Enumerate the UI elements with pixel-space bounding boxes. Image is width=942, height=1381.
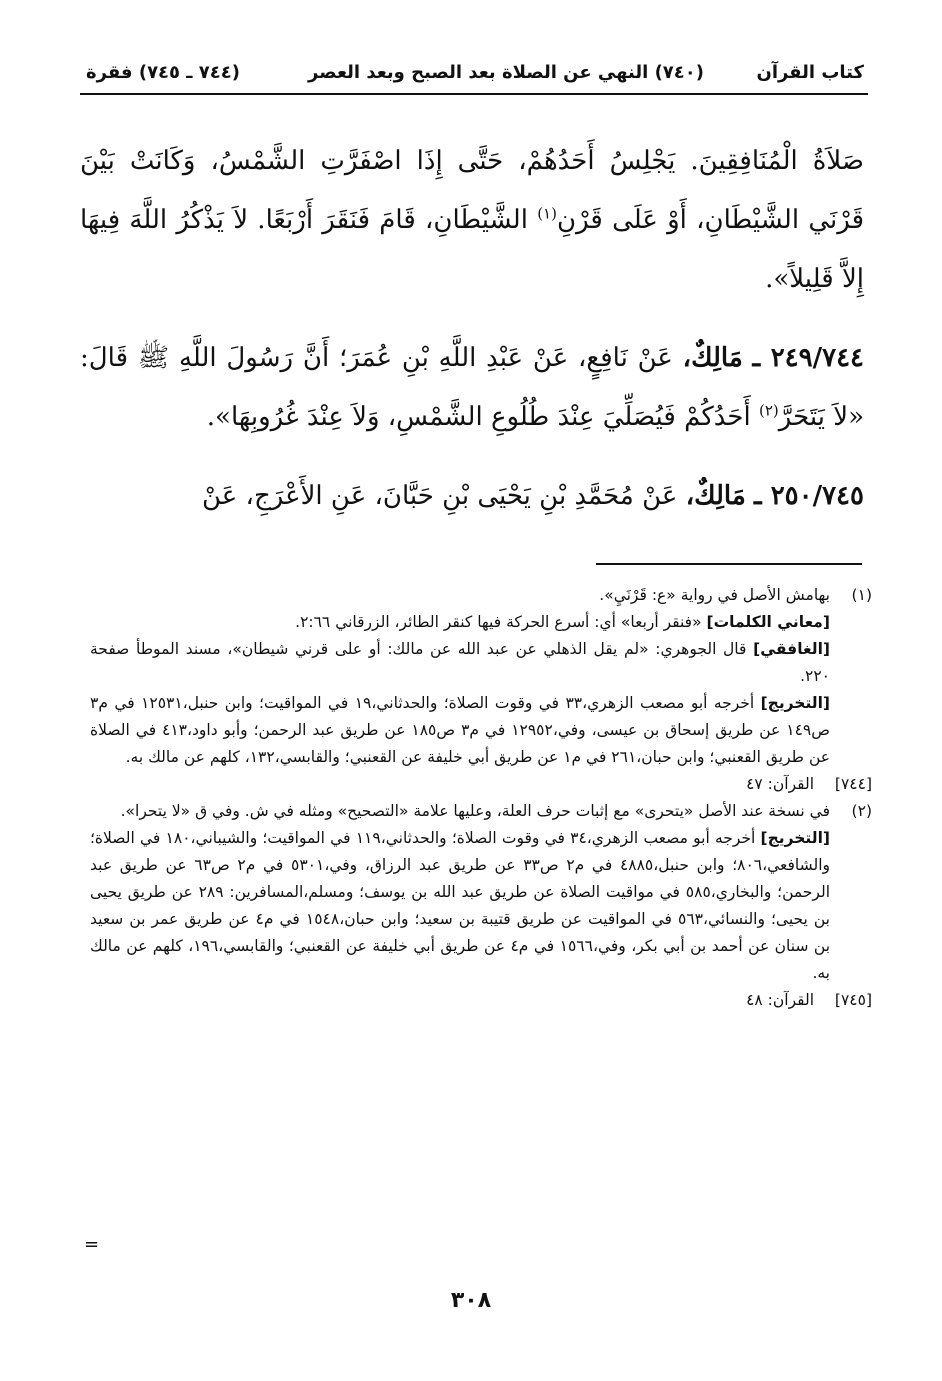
page-number: ٣٠٨ xyxy=(450,1288,492,1313)
main-text xyxy=(80,132,864,546)
footnote-2 xyxy=(90,798,872,987)
quran-ref-745 xyxy=(90,987,872,1014)
quran-ref-744 xyxy=(90,771,872,798)
footnote-2-text: في نسخة عند الأصل «يتحرى» مع إثبات حرف العلة، وعليها علامة «التصحيح» ومثله في ش. وفي ق «لا يتحرا». xyxy=(120,802,830,820)
header-paragraph-range: (٧٤٤ ـ ٧٤٥) فقرة xyxy=(86,62,240,83)
hadith-744-narrator: مَالِكٌ، xyxy=(682,343,743,373)
quran-ref-745-text: القرآن: ٤٨ xyxy=(746,991,814,1009)
hadith-745-narrator: مَالِكٌ، xyxy=(685,481,746,511)
footnote-2-takhrij: [التخريج] أخرجه أبو مصعب الزهري،٣٤ في وقوت الصلاة؛ والحدثاني،١١٩ في المواقيت؛ والشيباني،١٨٠ في الصلاة؛ والشافعي،٨٠٦؛ وابن حنبل،٤٨٨٥ في م٢ ص٣٣ عن طريق عبد الرزاق، وفي،٥٣٠١ في م٢ ص٦٣ عن طريق عبد الرحمن؛ والبخاري،٥٨٥ في مواقيت الصلاة عن طريق عبد الله بن يوسف؛ ومسلم،المسافرين: ٢٨٩ عن طريق يحيى بن يحيى؛ والنسائي،٥٦٣ في المواقيت عن طريق قتيبة بن سعيد؛ وابن حبان،١٥٤٨ في م٤ عن طريق عمر بن سعيد بن سنان عن أحمد بن أبي بكر، وفي،١٥٦٦ في م٤ عن طريق أبي خليفة عن القعنبي؛ والقابسي،١٩٦، كلهم عن مالك به. xyxy=(90,829,831,982)
header-divider xyxy=(80,93,868,95)
hadith-745-number: ٢٥٠/٧٤٥ ـ xyxy=(754,481,864,511)
running-header xyxy=(86,58,864,90)
main-paragraph-continuation: صَلاَةُ الْمُنَافِقِينَ. يَجْلِسُ أَحَدُهُمْ، حَتَّى إِذَا اصْفَرَّتِ الشَّمْسُ، وَكَانَتْ بَيْنَ قَرْنَي الشَّيْطَانِ، أَوْ عَلَى قَرْنِ$^{(١)}$ الشَّيْطَانِ، قَامَ فَنَقَرَ أَرْبَعًا. لاَ يَذْكُرُ اللَّهَ فِيهَا إِلاَّ قَلِيلاً». xyxy=(80,146,865,294)
footnote-1 xyxy=(90,582,872,771)
footnotes xyxy=(90,582,872,1014)
footnote-2-marker: (٢) xyxy=(851,802,872,820)
footnote-ref-2: (٢) xyxy=(759,401,779,420)
footnote-1-takhrij: [التخريج] أخرجه أبو مصعب الزهري،٣٣ في وقوت الصلاة؛ والحدثاني،١٩ في المواقيت؛ وابن حنبل،١٢٥٣١ في م٣ ص١٤٩ عن طريق إسحاق بن عيسى، وفي،١٢٩٥٢ في م٣ ص١٨٥ عن طريق عبد الرحمن؛ وأبو داود،٤١٣ في الصلاة عن طريق القعنبي؛ وابن حبان،٢٦١ في م١ عن طريق أبي خليفة عن القعنبي؛ والقابسي،١٣٢، كلهم عن مالك به. xyxy=(90,694,830,766)
footnote-separator xyxy=(596,563,862,565)
hadith-745: ٢٥٠/٧٤٥ ـ مَالِكٌ، عَنْ مُحَمَّدِ بْنِ يَحْيَى بْنِ حَبَّانَ، عَنِ الأَعْرَجِ، عَنْ xyxy=(201,481,864,511)
hadith-744-number: ٢٤٩/٧٤٤ ـ xyxy=(752,343,865,373)
header-chapter-title: (٧٤٠) النهي عن الصلاة بعد الصبح وبعد العصر xyxy=(308,62,704,83)
footnote-ref-1: (١) xyxy=(537,204,557,223)
footnote-1-maani: [معاني الكلمات] «فنقر أربعا» أي: أسرع الحركة فيها كنقر الطائر، الزرقاني ٢:٦٦. xyxy=(295,613,830,631)
header-book-title: كتاب القرآن xyxy=(756,62,864,83)
quran-ref-744-text: القرآن: ٤٧ xyxy=(746,775,814,793)
hadith-744: ٢٤٩/٧٤٤ ـ مَالِكٌ، عَنْ نَافِعٍ، عَنْ عَبْدِ اللَّهِ بْنِ عُمَرَ؛ أَنَّ رَسُولَ اللَّهِ ﷺ قَالَ: «لاَ يَتَحَرَّ$^{(٢)}$ أَحَدُكُمْ فَيُصَلِّيَ عِنْدَ طُلُوعِ الشَّمْسِ، وَلاَ عِنْدَ غُرُوبِهَا». xyxy=(80,343,865,432)
footnote-1-text: بهامش الأصل في رواية «ع: قَرْنَيِ». xyxy=(599,586,830,604)
footnote-1-ghafiqi: [الغافقي] قال الجوهري: «لم يقل الذهلي عن عبد الله عن مالك: أو على قرني شيطان»، مسند الموطأ صفحة ٢٢٠. xyxy=(90,640,830,685)
continuation-mark: = xyxy=(84,1234,100,1255)
footnote-1-marker: (١) xyxy=(851,586,872,604)
quran-ref-745-marker: [٧٤٥] xyxy=(834,991,872,1009)
quran-ref-744-marker: [٧٤٤] xyxy=(834,775,872,793)
